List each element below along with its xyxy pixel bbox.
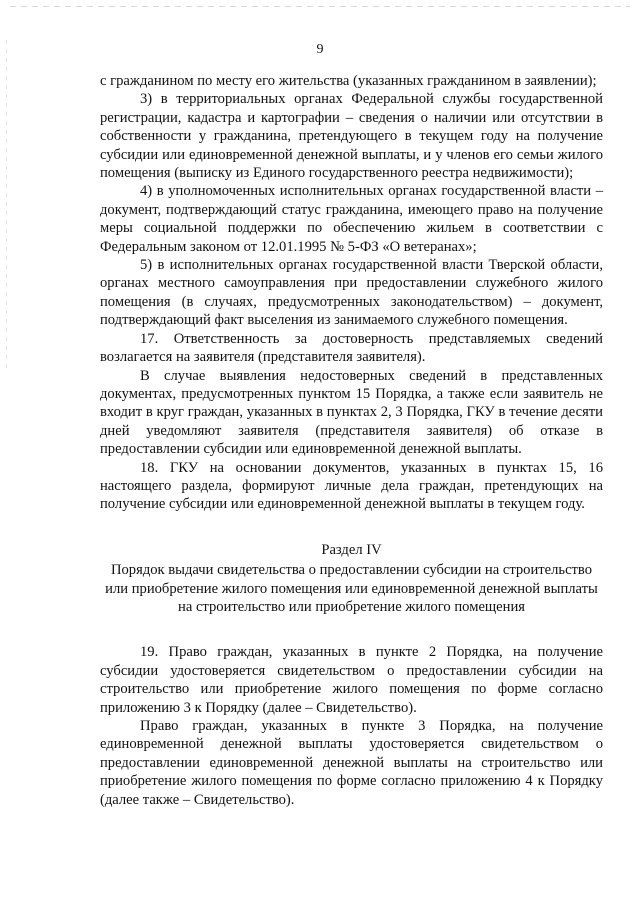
- paragraph-item-3: 3) в территориальных органах Федеральной службы государственной регистрации, кадастра и картографии – сведения о наличии или отсутствии в собственности у гражданина, претендующего в текущем году на получение субсидии или единовременной денежной выплаты, и у членов его семьи жилого помещения (выписку из Единого государственного реестра недвижимости);: [100, 91, 603, 182]
- paragraph-item-5: 5) в исполнительных органах государственной власти Тверской области, органах местного самоуправления при предоставлении служебного жилого помещения (в случаях, предусмотренных законодательством) – документ, подтверждающий факт выселения из занимаемого служебного помещения.: [100, 257, 603, 329]
- scan-artifact-top: [10, 6, 630, 7]
- paragraph-item-4: 4) в уполномоченных исполнительных органах государственной власти – документ, подтверждающий статус гражданина, имеющего право на получение меры социальной поддержки по обеспечению жильем в соответствии с Федеральным законом от 12.01.1995 № 5-ФЗ «О ветеранах»;: [100, 183, 603, 255]
- paragraph-19-continued: Право граждан, указанных в пункте 3 Порядка, на получение единовременной денежной выплаты удостоверяется свидетельством о предоставлении единовременной денежной выплаты на строительство или приобретение жилого помещения по форме согласно приложению 4 к Порядку (далее также – Свидетельство).: [100, 718, 603, 808]
- paragraph-19: 19. Право граждан, указанных в пункте 2 Порядка, на получение субсидии удостоверяется свидетельством о предоставлении субсидии на строительство или приобретение жилого помещения по форме согласно приложению 3 к Порядку (далее – Свидетельство).: [100, 644, 603, 716]
- paragraph-continuation: с гражданином по месту его жительства (указанных гражданином в заявлении);: [100, 73, 597, 89]
- paragraph-18: 18. ГКУ на основании документов, указанных в пунктах 15, 16 настоящего раздела, формируют личные дела граждан, претендующих на получение субсидии или единовременной денежной выплаты в текущем году.: [100, 459, 603, 513]
- paragraph-17: 17. Ответственность за достоверность представляемых сведений возлагается на заявителя (представителя заявителя).: [100, 330, 603, 366]
- page-number: 9: [316, 42, 324, 57]
- document-body: [100, 72, 603, 809]
- paragraph-17-continued: В случае выявления недостоверных сведений в представленных документах, предусмотренных пунктом 15 Порядка, а также если заявитель не входит в круг граждан, указанных в пунктах 2, 3 Порядка, ГКУ в течение десяти дней уведомляют заявителя (представителя заявителя) об отказе в предоставлении субсидии или единовременной денежной выплаты.: [100, 367, 603, 458]
- section-title: Порядок выдачи свидетельства о предоставлении субсидии на строительство или приобретение жилого помещения или единовременной денежной выплаты на строительство или приобретение жилого помещения: [105, 562, 598, 615]
- section-label: Раздел IV: [321, 541, 382, 558]
- scan-artifact-left: [6, 40, 7, 370]
